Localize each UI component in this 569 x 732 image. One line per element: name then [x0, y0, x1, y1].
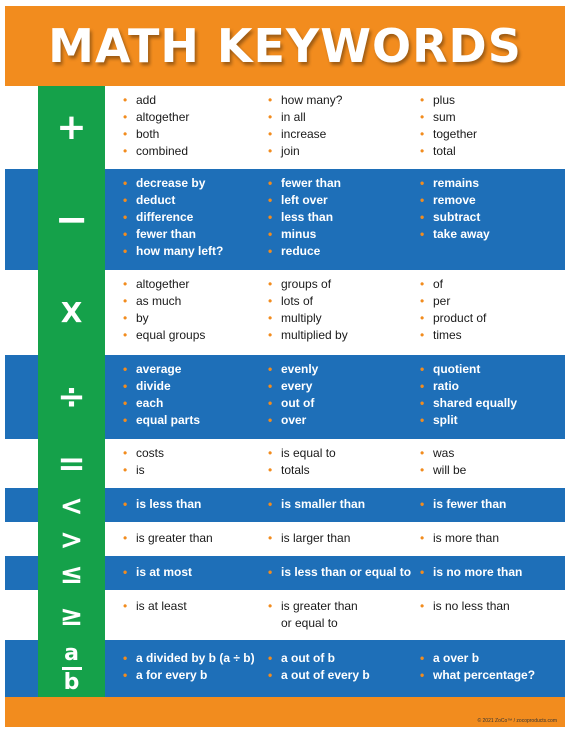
keyword-item: • a out of b — [268, 651, 335, 665]
keyword-item: • sum — [420, 110, 456, 124]
keyword-item: • is smaller than — [268, 497, 366, 511]
keyword-item: • evenly — [268, 362, 319, 376]
keyword-item: • is greater than — [268, 599, 358, 613]
keyword-rows — [5, 86, 565, 697]
keyword-item: • by — [123, 311, 149, 325]
keyword-column — [123, 439, 268, 488]
keyword-item: • ratio — [420, 379, 460, 393]
keyword-column — [268, 355, 420, 439]
keyword-column — [420, 355, 560, 439]
keyword-column — [268, 556, 420, 590]
minus-symbol: − — [38, 169, 105, 270]
row-fraction — [5, 640, 565, 697]
keyword-column — [123, 590, 268, 640]
keyword-item: • equal groups — [123, 328, 206, 342]
keyword-item: • a divided by b (a ÷ b) — [123, 651, 255, 665]
keyword-item: • divide — [123, 379, 171, 393]
keyword-item: • how many left? — [123, 244, 224, 258]
keyword-item: • remains — [420, 176, 480, 190]
keyword-column — [268, 522, 420, 556]
keyword-item: • costs — [123, 446, 165, 460]
copyright-footer: © 2021 ZoCo™ / zocoproducts.com — [477, 718, 557, 724]
row-less-than — [5, 488, 565, 522]
keyword-item: • take away — [420, 227, 490, 241]
keyword-columns — [123, 439, 565, 488]
divide-symbol: ÷ — [38, 355, 105, 439]
keyword-columns — [123, 488, 565, 522]
keyword-item: • altogether — [123, 110, 190, 124]
row-less-or-equal — [5, 556, 565, 590]
keyword-column — [420, 169, 560, 270]
keyword-item: • will be — [420, 463, 467, 477]
keyword-item: • plus — [420, 93, 456, 107]
row-equals — [5, 439, 565, 488]
keyword-column — [123, 86, 268, 169]
equals-symbol: = — [38, 439, 105, 488]
keyword-item: • is at most — [123, 565, 193, 579]
keyword-column — [420, 640, 560, 697]
keyword-item: • lots of — [268, 294, 314, 308]
keyword-item: • a out of every b — [268, 668, 370, 682]
keyword-column — [268, 169, 420, 270]
keyword-column — [268, 86, 420, 169]
keyword-columns — [123, 522, 565, 556]
keyword-item: • together — [420, 127, 478, 141]
keyword-column — [268, 590, 420, 640]
row-addition — [5, 86, 565, 169]
greater-than-symbol: > — [38, 522, 105, 556]
keyword-item: • altogether — [123, 277, 190, 291]
keyword-column — [420, 488, 560, 522]
fraction-symbol — [38, 640, 105, 697]
keyword-columns — [123, 640, 565, 697]
keyword-item: • combined — [123, 144, 189, 158]
keyword-item: • is fewer than — [420, 497, 507, 511]
row-division — [5, 355, 565, 439]
row-subtraction — [5, 169, 565, 270]
keyword-item: • times — [420, 328, 462, 342]
poster — [5, 6, 565, 727]
row-multiplication — [5, 270, 565, 355]
keyword-item: • in all — [268, 110, 306, 124]
keyword-item: • decrease by — [123, 176, 206, 190]
keyword-column — [268, 439, 420, 488]
keyword-item: • fewer than — [268, 176, 342, 190]
keyword-item: • less than — [268, 210, 334, 224]
less-or-equal-symbol: ≤ — [38, 556, 105, 590]
keyword-item: • add — [123, 93, 157, 107]
keyword-item: • multiply — [268, 311, 322, 325]
keyword-item: • minus — [268, 227, 317, 241]
keyword-item: • total — [420, 144, 456, 158]
keyword-item: • both — [123, 127, 160, 141]
keyword-column — [268, 640, 420, 697]
keyword-item: • a for every b — [123, 668, 208, 682]
keyword-column — [123, 270, 268, 355]
keyword-columns — [123, 355, 565, 439]
greater-or-equal-symbol: ≥ — [38, 590, 105, 640]
keyword-column — [420, 439, 560, 488]
times-symbol: X — [38, 270, 105, 355]
poster-title: MATH KEYWORDS — [48, 19, 522, 73]
keyword-item: • a over b — [420, 651, 480, 665]
keyword-column — [123, 169, 268, 270]
keyword-item: • how many? — [268, 93, 343, 107]
keyword-column — [420, 86, 560, 169]
keyword-item: • is larger than — [268, 531, 351, 545]
keyword-item: • increase — [268, 127, 327, 141]
fraction-numerator: a — [64, 641, 79, 666]
plus-symbol: + — [38, 86, 105, 169]
keyword-item: • is greater than — [123, 531, 213, 545]
keyword-item: • product of — [420, 311, 487, 325]
fraction-denominator: b — [63, 670, 80, 695]
keyword-item: • was — [420, 446, 455, 460]
keyword-column — [123, 522, 268, 556]
keyword-columns — [123, 270, 565, 355]
keyword-item: • difference — [123, 210, 194, 224]
keyword-column — [420, 556, 560, 590]
keyword-item: • fewer than — [123, 227, 197, 241]
less-than-symbol: < — [38, 488, 105, 522]
keyword-item: • left over — [268, 193, 328, 207]
keyword-item: • subtract — [420, 210, 481, 224]
keyword-item: • is — [123, 463, 145, 477]
keyword-item: • totals — [268, 463, 310, 477]
keyword-item: • is no less than — [420, 599, 510, 613]
keyword-column — [268, 270, 420, 355]
keyword-item-continuation: or equal to — [281, 616, 338, 630]
keyword-item: • of — [420, 277, 444, 291]
keyword-item: • quotient — [420, 362, 481, 376]
keyword-item: • over — [268, 413, 307, 427]
keyword-item: • shared equally — [420, 396, 518, 410]
row-greater-or-equal — [5, 590, 565, 640]
keyword-item: • each — [123, 396, 164, 410]
keyword-item: • as much — [123, 294, 182, 308]
keyword-item: • split — [420, 413, 458, 427]
keyword-column — [123, 640, 268, 697]
keyword-item: • is less than or equal to — [268, 565, 412, 579]
keyword-item: • groups of — [268, 277, 332, 291]
keyword-column — [123, 556, 268, 590]
keyword-item: • multiplied by — [268, 328, 348, 342]
keyword-item: • deduct — [123, 193, 176, 207]
keyword-item: • is at least — [123, 599, 187, 613]
keyword-item: • equal parts — [123, 413, 201, 427]
keyword-item: • per — [420, 294, 451, 308]
keyword-columns — [123, 86, 565, 169]
keyword-item: • is less than — [123, 497, 202, 511]
keyword-column — [420, 270, 560, 355]
keyword-item: • reduce — [268, 244, 321, 258]
keyword-column — [420, 590, 560, 640]
keyword-item: • what percentage? — [420, 668, 536, 682]
keyword-item: • is no more than — [420, 565, 523, 579]
keyword-column — [268, 488, 420, 522]
keyword-columns — [123, 590, 565, 640]
row-greater-than — [5, 522, 565, 556]
keyword-item: • remove — [420, 193, 476, 207]
keyword-columns — [123, 169, 565, 270]
keyword-item: • join — [268, 144, 300, 158]
keyword-column — [123, 355, 268, 439]
keyword-item: • is more than — [420, 531, 500, 545]
keyword-item: • out of — [268, 396, 315, 410]
keyword-column — [123, 488, 268, 522]
keyword-columns — [123, 556, 565, 590]
keyword-item: • every — [268, 379, 313, 393]
keyword-item: • is equal to — [268, 446, 336, 460]
keyword-column — [420, 522, 560, 556]
keyword-item: • average — [123, 362, 182, 376]
